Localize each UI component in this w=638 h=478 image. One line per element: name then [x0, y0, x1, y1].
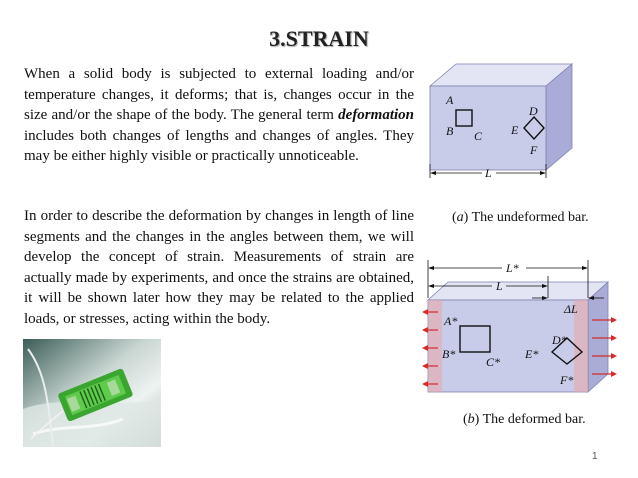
label-length: L — [485, 166, 492, 180]
paragraph-deformation — [24, 64, 414, 167]
paragraph-1-text-end: includes both changes of lengths and changes of angles. They may be either highly visible or practically unnoticeable. — [24, 127, 414, 164]
bar-top-face — [428, 282, 608, 300]
undeformed-bar-figure — [426, 56, 602, 184]
label-delta-l: ΔL — [564, 302, 578, 316]
label-d-star: D* — [552, 333, 567, 347]
label-f-star: F* — [560, 373, 574, 387]
paragraph-1-text-start: When a solid body is subjected to external loading and/or temperature changes, it deforms; that is, changes occur in the size and/or the shape of the body. The general term — [24, 66, 414, 123]
label-f: F — [530, 143, 538, 157]
paragraph-strain: In order to describe the deformation by changes in length of line segments and the changes in the angles between them, we will develop the concept of strain. Measurements of strain are actually made by experiments, and once the strains are obtained, it will be shown later how they may be related to the applied loads, or stresses, acting within the body. — [24, 208, 414, 327]
label-c-star: C* — [486, 355, 501, 369]
caption-deformed-bar: (b) The deformed bar. — [463, 412, 586, 427]
label-b: B — [446, 124, 454, 138]
slide-title: 3.STRAIN — [269, 26, 369, 51]
label-a-star: A* — [444, 314, 458, 328]
label-e: E — [511, 123, 519, 137]
label-e-star: E* — [525, 347, 539, 361]
label-a: A — [446, 93, 454, 107]
label-l: L — [496, 279, 503, 293]
caption-undeformed-bar: (a) The undeformed bar. — [452, 210, 589, 225]
deformed-bar-figure — [422, 258, 618, 408]
term-deformation: deformation — [338, 107, 414, 123]
label-l-star: L* — [506, 261, 519, 275]
label-c: C — [474, 129, 483, 143]
label-d: D — [529, 104, 538, 118]
page-number: 1 — [592, 451, 598, 462]
strain-gauge-photo — [23, 339, 161, 447]
label-b-star: B* — [442, 347, 456, 361]
